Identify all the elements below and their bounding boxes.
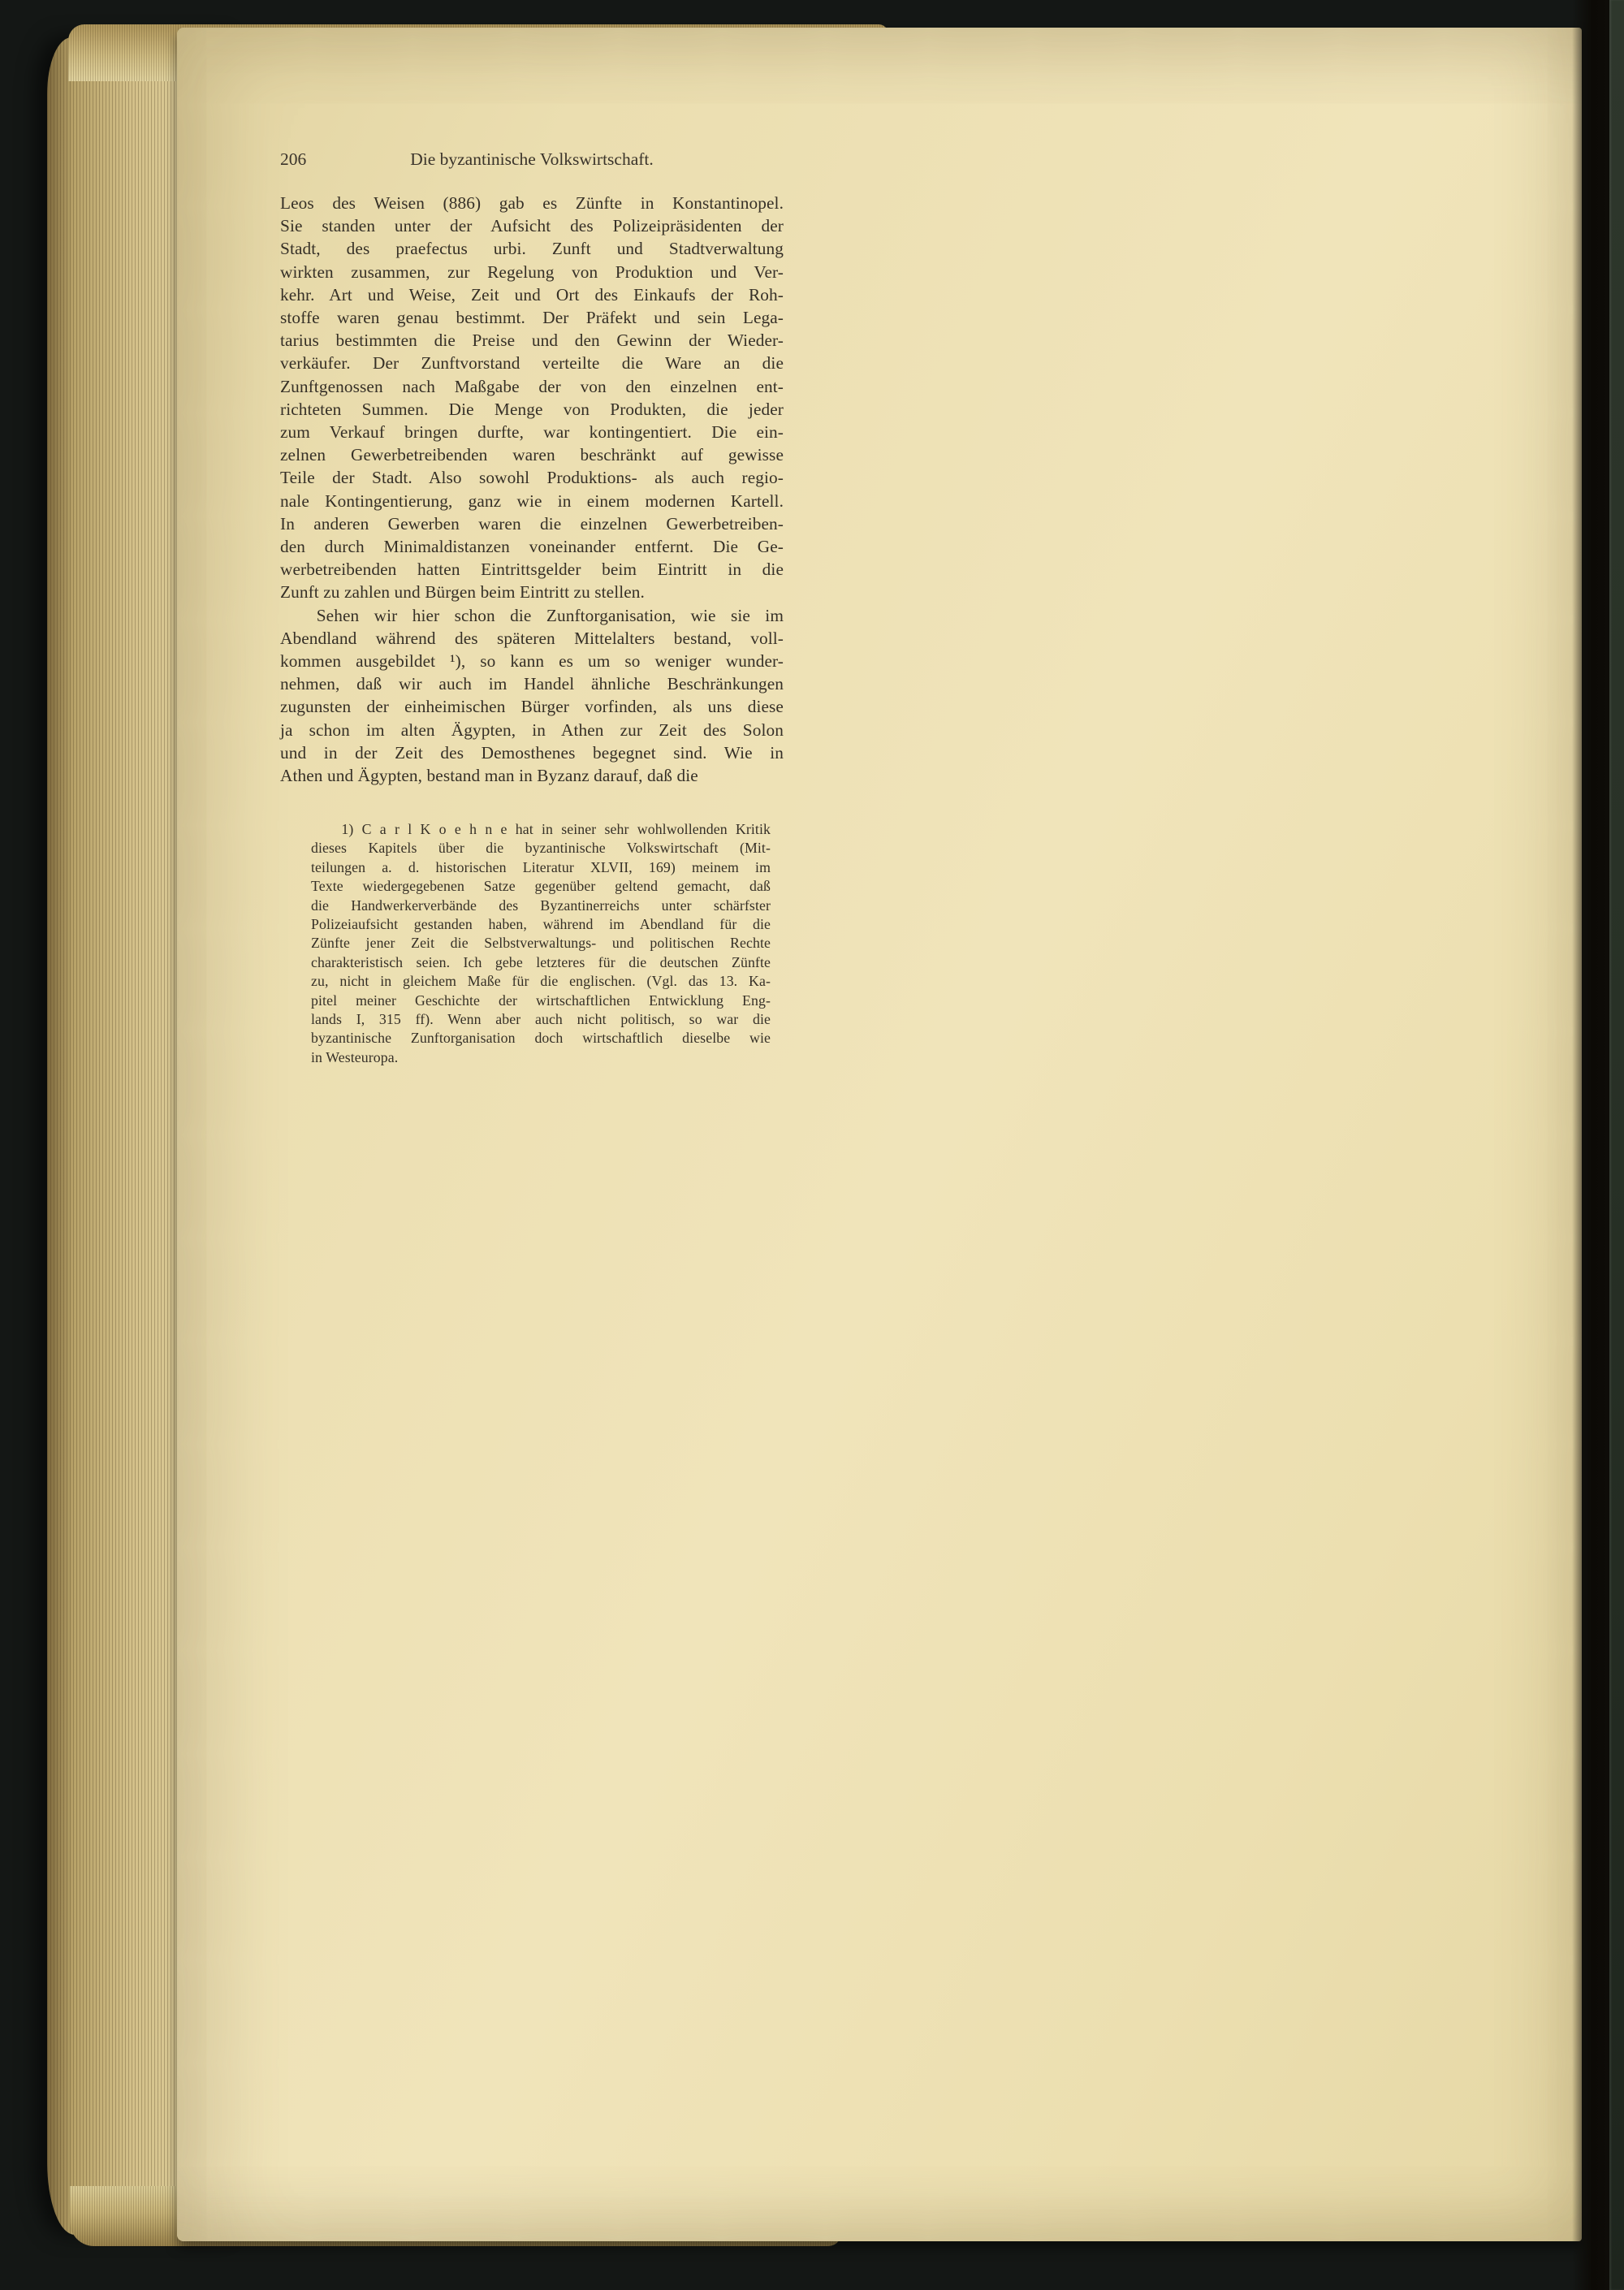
book-page — [177, 28, 1582, 2241]
text-line: verkäufer. Der Zunftvorstand verteilte die Ware an die — [280, 353, 784, 374]
text-line: kommen ausgebildet ¹), so kann es um so weniger wunder- — [280, 651, 784, 672]
book-cover-edge — [1609, 0, 1624, 2290]
text-line: Sie standen unter der Aufsicht des Polizeipräsidenten der — [280, 216, 784, 236]
text-line: zelnen Gewerbetreibenden waren beschränkt auf gewisse — [280, 445, 784, 465]
text-line: den durch Minimaldistanzen voneinander entfernt. Die Ge- — [280, 537, 784, 557]
text-line: wirkten zusammen, zur Regelung von Produktion und Ver- — [280, 261, 784, 282]
text-line: lands I, 315 ff). Wenn aber auch nicht politisch, so war die — [311, 1011, 771, 1028]
text-line: dieses Kapitels über die byzantinische Volkswirtschaft (Mit- — [311, 840, 771, 857]
text-line: zu, nicht in gleichem Maße für die englischen. (Vgl. das 13. Ka- — [311, 973, 771, 990]
text-line: die Handwerkerverbände des Byzantinerreichs unter schärfster — [311, 897, 771, 914]
text-line: Texte wiedergegebenen Satze gegenüber geltend gemacht, daß — [311, 878, 771, 895]
text-line: zugunsten der einheimischen Bürger vorfinden, als uns diese — [280, 697, 784, 717]
text-line: teilungen a. d. historischen Literatur XLVII, 169) meinem im — [311, 858, 771, 875]
paragraph-2 — [280, 604, 784, 788]
page-number: 206 — [280, 149, 307, 169]
text-line: in Westeuropa. — [311, 1048, 399, 1065]
page-header — [280, 149, 784, 174]
text-line: Teile der Stadt. Also sowohl Produktions- als auch regio- — [280, 468, 784, 488]
text-line: charakteristisch seien. Ich gebe letzteres für die deutschen Zünfte — [311, 953, 771, 970]
text-line: Stadt, des praefectus urbi. Zunft und Stadtverwaltung — [280, 239, 784, 259]
text-line: kehr. Art und Weise, Zeit und Ort des Einkaufs der Roh- — [280, 284, 784, 305]
book-cover-shadow — [1572, 0, 1609, 2290]
text-line: Zunft zu zahlen und Bürgen beim Eintritt zu stellen. — [280, 582, 645, 603]
text-line: byzantinische Zunftorganisation doch wirtschaftlich dieselbe wie — [311, 1030, 771, 1047]
text-line: Sehen wir hier schon die Zunftorganisation, wie sie im — [316, 605, 784, 625]
text-line: werbetreibenden hatten Eintrittsgelder beim Eintritt in die — [280, 560, 784, 580]
text-line: stoffe waren genau bestimmt. Der Präfekt und sein Lega- — [280, 308, 784, 328]
text-line: nehmen, daß wir auch im Handel ähnliche Beschränkungen — [280, 674, 784, 694]
text-line: Athen und Ägypten, bestand man in Byzanz darauf, daß die — [280, 766, 698, 786]
text-line: ja schon im alten Ägypten, in Athen zur Zeit des Solon — [280, 719, 784, 740]
text-line: nale Kontingentierung, ganz wie in einem modernen Kartell. — [280, 490, 784, 511]
text-line: und in der Zeit des Demosthenes begegnet sind. Wie in — [280, 742, 784, 763]
body-text — [280, 192, 784, 787]
text-line: Zünfte jener Zeit die Selbstverwaltungs- und politischen Rechte — [311, 935, 771, 952]
text-line: tarius bestimmten die Preise und den Gewinn der Wieder- — [280, 331, 784, 351]
footnote-text — [311, 820, 771, 1067]
text-line: zum Verkauf bringen durfte, war kontingentiert. Die ein- — [280, 422, 784, 443]
running-title: Die byzantinische Volkswirtschaft. — [410, 149, 654, 169]
text-line: richteten Summen. Die Menge von Produkten, die jeder — [280, 399, 784, 419]
text-line: Zunftgenossen nach Maßgabe der von den einzelnen ent- — [280, 376, 784, 396]
text-line: In anderen Gewerben waren die einzelnen Gewerbetreiben- — [280, 513, 784, 534]
footnote — [311, 820, 771, 1067]
paragraph-1 — [280, 192, 784, 604]
text-line: 1) C a r l K o e h n e hat in seiner sehr wohlwollenden Kritik — [341, 821, 771, 837]
text-line: Abendland während des späteren Mittelalters bestand, voll- — [280, 628, 784, 648]
text-line: Leos des Weisen (886) gab es Zünfte in Konstantinopel. — [280, 193, 784, 213]
text-line: Polizeiaufsicht gestanden haben, während im Abendland für die — [311, 916, 771, 933]
text-line: pitel meiner Geschichte der wirtschaftlichen Entwicklung Eng- — [311, 992, 771, 1009]
